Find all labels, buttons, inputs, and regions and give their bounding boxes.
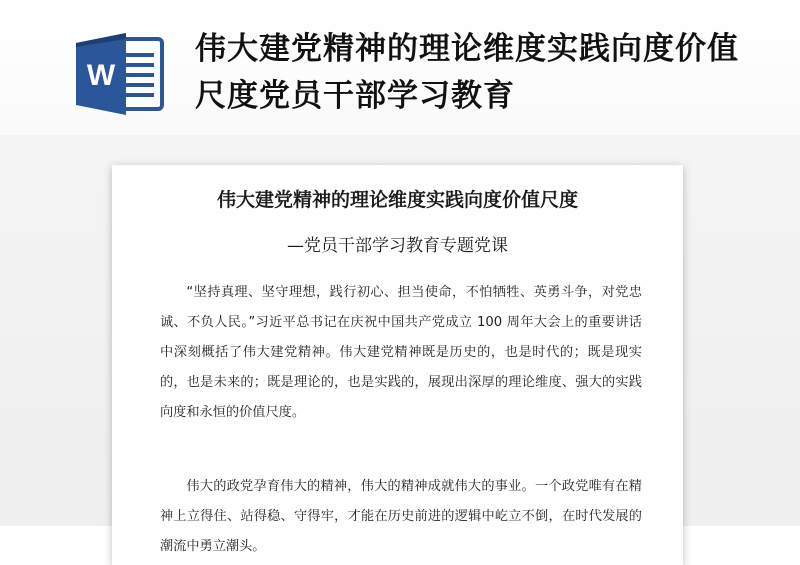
paragraph: 伟大的政党孕育伟大的精神，伟大的精神成就伟大的事业。一个政党唯有在精神上立得住、站得稳、守得牢，才能在历史前进的逻辑中屹立不倒，在时代发展的潮流中勇立潮头。 [160, 479, 642, 554]
header-banner [0, 0, 800, 135]
page-title: 伟大建党精神的理论维度实践向度价值尺度党员干部学习教育 [195, 31, 739, 114]
document-title: 伟大建党精神的理论维度实践向度价值尺度 [216, 189, 578, 211]
document-subtitle: —党员干部学习教育专题党课 [287, 236, 508, 256]
svg-text:W: W [86, 59, 116, 92]
document-page [112, 165, 683, 565]
word-document-icon [76, 33, 164, 115]
paragraph: “坚持真理、坚守理想，践行初心、担当使命，不怕牺牲、英勇斗争，对党忠诚、不负人民。”习近平总书记在庆祝中国共产党成立 100 周年大会上的重要讲话中深刻概括了伟大建党精神。伟大建党精神既是历史的，也是时代的；既是现实的，也是未来的；既是理论的，也是实践的，展现出深厚的理论维度、强大的实践向度和永恒的价值尺度。 [160, 285, 642, 420]
